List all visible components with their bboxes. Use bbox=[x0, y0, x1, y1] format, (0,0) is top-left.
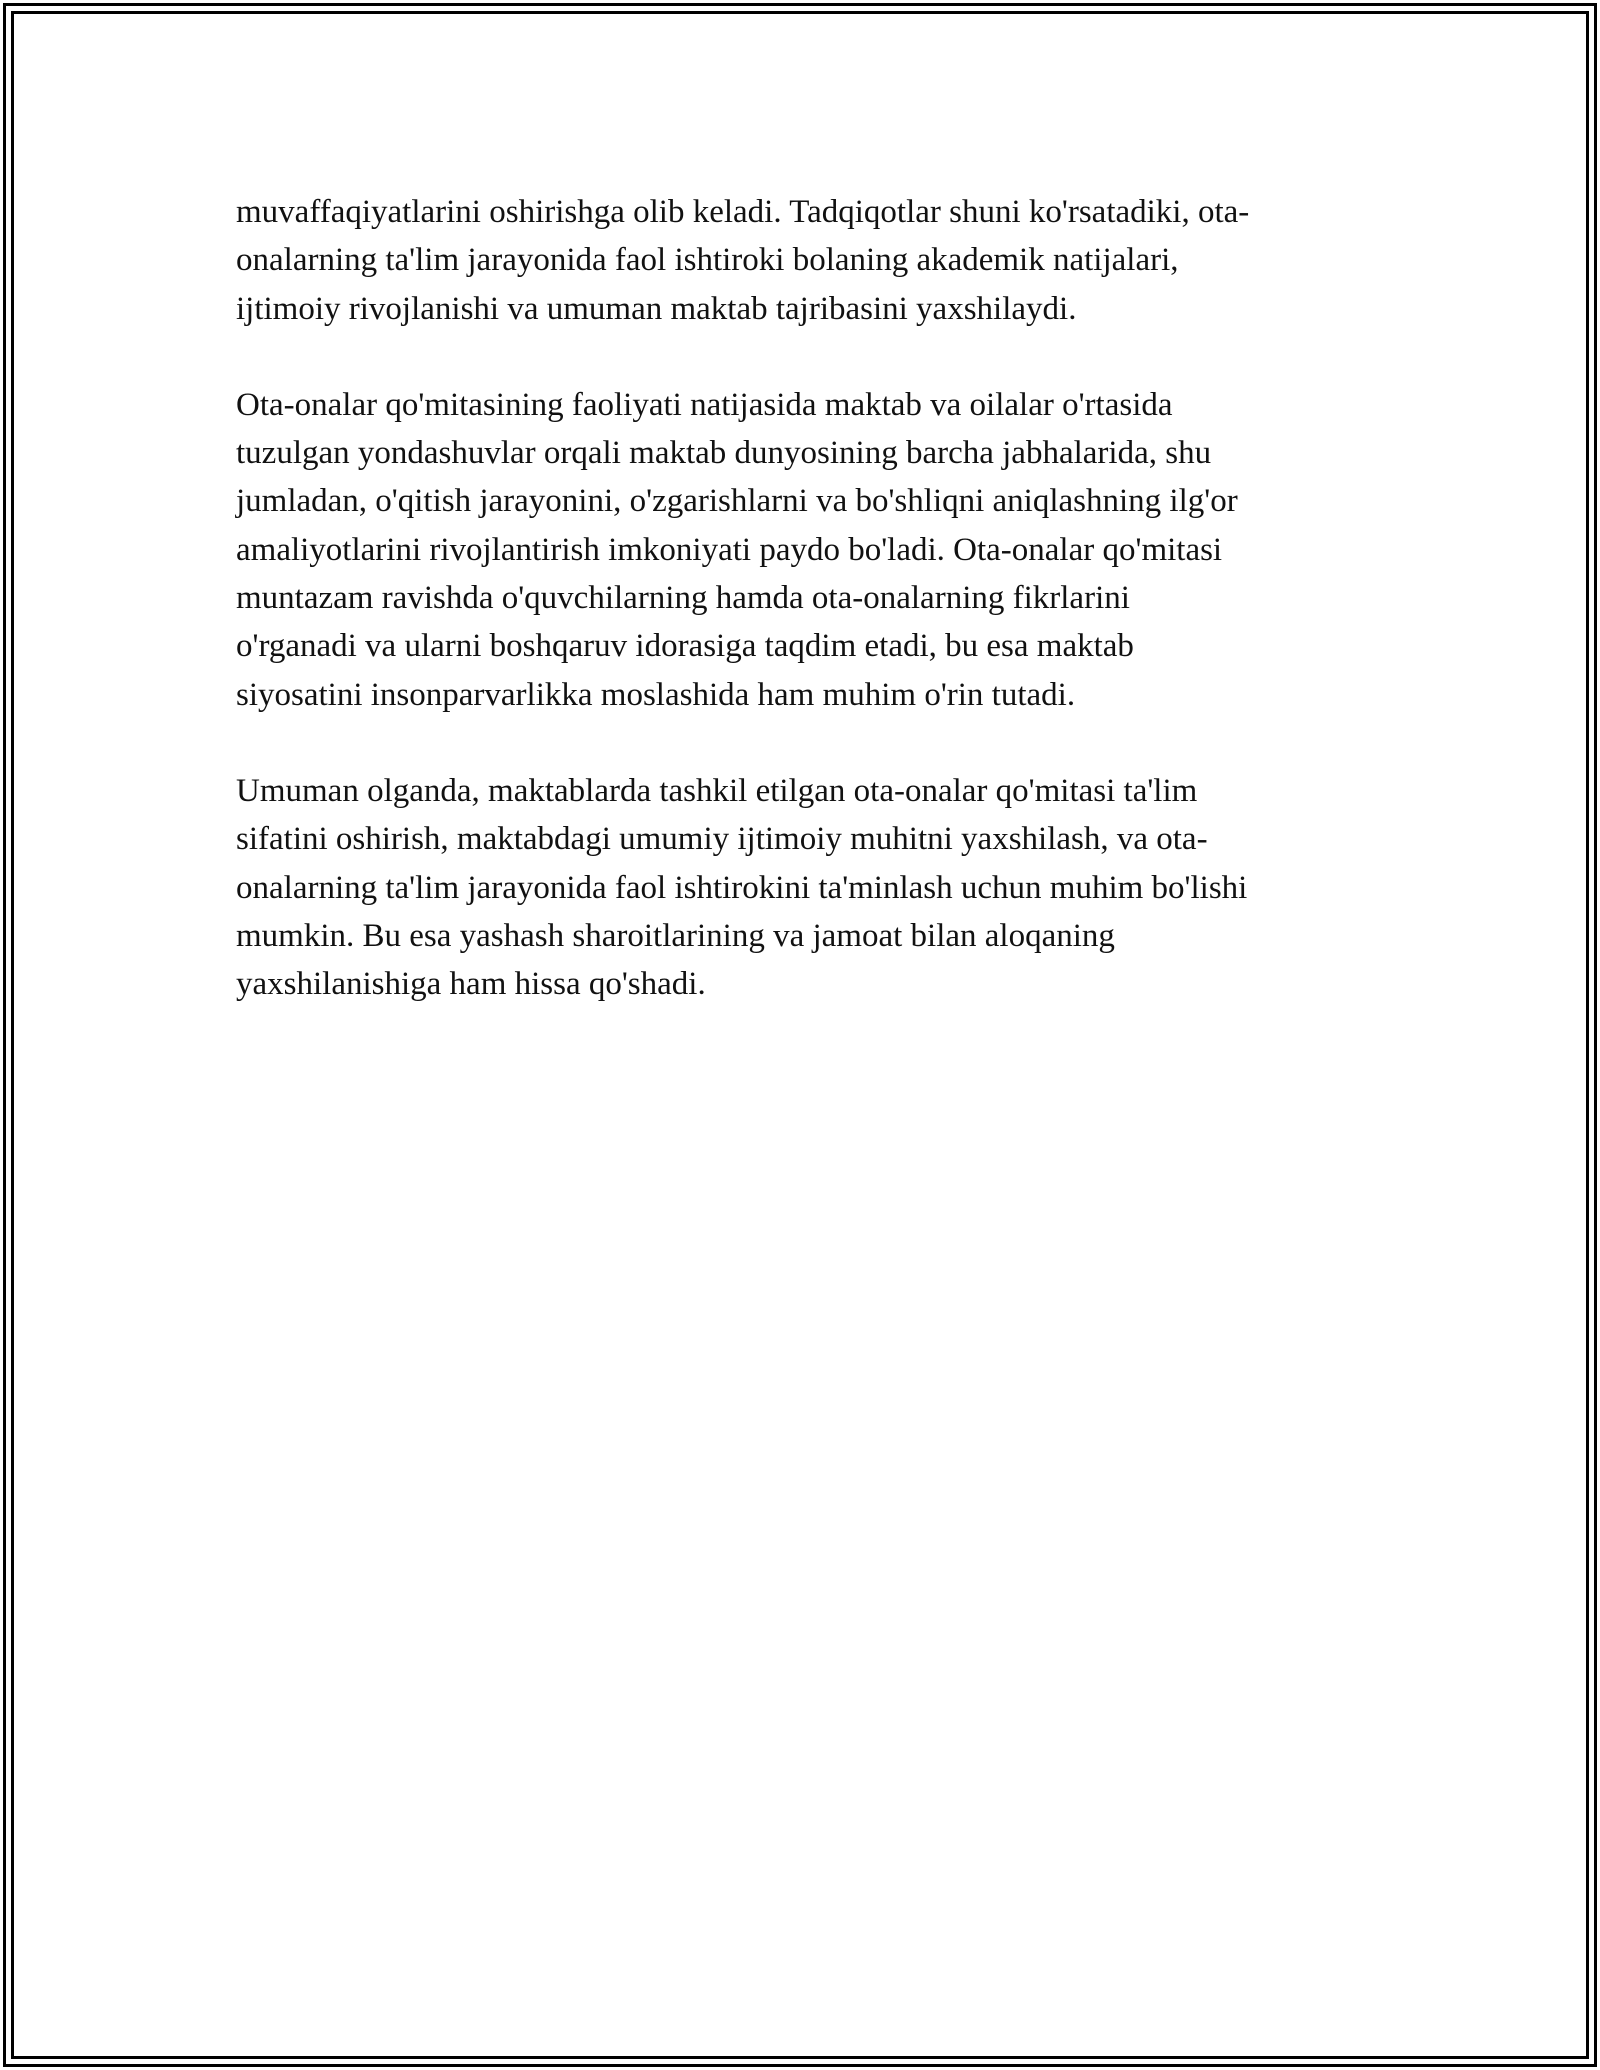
text-line: onalarning ta'lim jarayonida faol ishtirokini ta'minlash uchun muhim bo'lishi bbox=[236, 869, 1248, 906]
text-line: onalarning ta'lim jarayonida faol ishtiroki bolaning akademik natijalari, bbox=[236, 242, 1179, 279]
document-body bbox=[236, 188, 1386, 1056]
text-line: tuzulgan yondashuvlar orqali maktab dunyosining barcha jabhalarida, shu bbox=[236, 435, 1212, 472]
text-line: Umuman olganda, maktablarda tashkil etilgan ota-onalar qo'mitasi ta'lim bbox=[236, 772, 1198, 809]
text-line: sifatini oshirish, maktabdagi umumiy ijtimoiy muhitni yaxshilash, va ota- bbox=[236, 821, 1208, 858]
text-line: jumladan, o'qitish jarayonini, o'zgarishlarni va bo'shliqni aniqlashning ilg'or bbox=[236, 483, 1238, 520]
paragraph-2 bbox=[236, 381, 1386, 719]
text-line: muvaffaqiyatlarini oshirishga olib keladi. Tadqiqotlar shuni ko'rsatadiki, ota- bbox=[236, 194, 1250, 230]
text-line: o'rganadi va ularni boshqaruv idorasiga taqdim etadi, bu esa maktab bbox=[236, 628, 1134, 665]
text-line: amaliyotlarini rivojlantirish imkoniyati paydo bo'ladi. Ota-onalar qo'mitasi bbox=[236, 531, 1223, 568]
text-line: siyosatini insonparvarlikka moslashida ham muhim o'rin tutadi. bbox=[236, 676, 1076, 713]
text-line: muntazam ravishda o'quvchilarning hamda ota-onalarning fikrlarini bbox=[236, 580, 1130, 617]
text-line: ijtimoiy rivojlanishi va umuman maktab tajribasini yaxshilaydi. bbox=[236, 290, 1077, 327]
text-line: yaxshilanishiga ham hissa qo'shadi. bbox=[236, 966, 706, 1003]
text-line: Ota-onalar qo'mitasining faoliyati natijasida maktab va oilalar o'rtasida bbox=[236, 386, 1173, 423]
paragraph-3 bbox=[236, 767, 1386, 1008]
paragraph-1 bbox=[236, 188, 1386, 333]
text-line: mumkin. Bu esa yashash sharoitlarining va jamoat bilan aloqaning bbox=[236, 917, 1115, 954]
